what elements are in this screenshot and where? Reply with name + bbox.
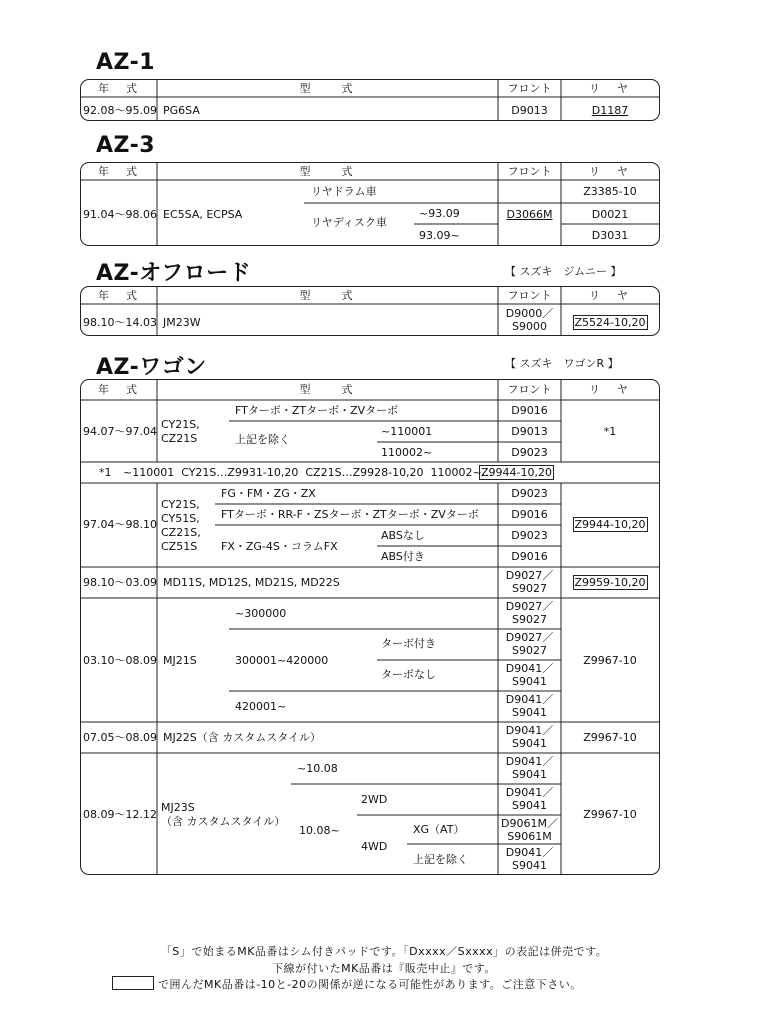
front-pad-cell: S9027 [512,582,547,595]
serial-range: 300001~420000 [235,654,329,667]
rear-pad-cell-boxed: Z9959-10,20 [574,576,646,589]
variant-label: FTターボ・ZTターボ・ZVターボ [235,404,399,417]
rear-pad-cell: *1 [603,425,617,438]
wagon-title: AZ-ワゴン [96,355,207,380]
year-cell: 08.09～12.12 [83,808,157,821]
front-pad-cell: D9041／ [505,724,554,737]
model-cell: MJ22S（含 カスタムスタイル） [163,731,321,744]
disc-range-late: 93.09~ [419,229,460,242]
model-cell: CZ51S [161,540,198,553]
col-model-header: 型 式 [299,82,356,95]
col-front-header: フロント [507,82,552,95]
year-cell: 07.05～08.09 [83,731,157,744]
year-cell: 94.07～97.04 [83,425,157,438]
col-rear-header: リ ヤ [589,82,631,95]
rear-pad-cell: Z9967-10 [583,808,637,821]
date-range: 10.08~ [299,824,340,837]
front-pad-cell: D9000／ [505,307,554,320]
year-cell: 98.10～14.03 [83,316,157,329]
year-cell: 98.10～03.09 [83,576,157,589]
front-pad-cell: D9013 [511,104,548,117]
footnote-boxed: で囲んだMK品番は-10と-20の関係が逆になる可能性があります。ご注意下さい。 [158,978,582,991]
offroad-brand-note: 【 スズキ ジムニー 】 [505,265,622,278]
col-model-header: 型 式 [299,383,356,396]
front-pad-cell: S9041 [512,768,547,781]
front-pad-cell: S9041 [512,859,547,872]
variant-label: FG・FM・ZG・ZX [221,487,316,500]
drive-label: 4WD [361,840,388,853]
year-cell: 03.10～08.09 [83,654,157,667]
turbo-label: ターボ付き [381,637,436,650]
col-model-header: 型 式 [299,289,356,302]
drive-label: 2WD [361,793,388,806]
model-cell: MJ21S [163,654,197,667]
col-front-header: フロント [507,289,552,302]
model-cell: CZ21S [161,432,198,445]
front-pad-cell: S9041 [512,737,547,750]
rear-pad-cell: D3031 [591,229,629,242]
model-cell: JM23W [163,316,201,329]
front-pad-cell: D9027／ [505,569,554,582]
model-cell: PG6SA [163,104,200,117]
az3-table [80,162,660,246]
drum-brake-label: リヤドラム車 [311,185,377,198]
front-pad-cell: S9041 [512,799,547,812]
front-pad-cell: D9041／ [505,755,554,768]
disc-range-early: ~93.09 [419,207,460,220]
footnote-shim: 「S」で始まるMK品番はシム付きパッドです。「Dxxxx／Sxxxx」の表記は併売です。 [160,945,608,958]
front-pad-cell: D9027／ [505,631,554,644]
front-pad-cell: D9016 [511,508,548,521]
rear-pad-cell-boxed: Z9944-10,20 [574,518,646,531]
rear-pad-cell: Z9967-10 [583,654,637,667]
model-cell: CY21S, [161,418,200,431]
serial-range: 110002~ [381,446,433,459]
serial-range: 420001~ [235,700,287,713]
year-cell: 91.04～98.06 [83,208,157,221]
col-year-header: 年 式 [98,82,140,95]
col-year-header: 年 式 [98,165,140,178]
year-cell: 92.08～95.09 [83,104,157,117]
az3-title: AZ-3 [96,133,156,158]
front-pad-cell: D9041／ [505,662,554,675]
model-cell: MJ23S [161,801,195,814]
turbo-label: ターボなし [381,668,436,681]
az1-table [80,79,660,121]
model-cell: MD11S, MD12S, MD21S, MD22S [163,576,340,589]
az1-title: AZ-1 [96,50,156,75]
front-pad-cell: S9041 [512,675,547,688]
model-cell: CZ21S, [161,526,201,539]
col-year-header: 年 式 [98,383,140,396]
front-pad-cell: D9023 [511,487,548,500]
front-pad-cell: D9041／ [505,786,554,799]
front-pad-cell: D9061M／ [501,817,558,830]
front-pad-cell: D9027／ [505,600,554,613]
front-pad-cell: D9016 [511,550,548,563]
variant-label: FTターボ・RR-F・ZSターボ・ZTターボ・ZVターボ [221,508,479,521]
date-range: ~10.08 [297,762,338,775]
col-model-header: 型 式 [299,165,356,178]
model-cell: CY51S, [161,512,200,525]
legend-box-sample [112,976,154,990]
front-pad-cell: D9041／ [505,846,554,859]
grade-label: XG（AT） [413,823,465,836]
variant-label: FX・ZG-4S・コラムFX [221,540,338,553]
rear-pad-cell-discontinued: D1187 [591,104,629,117]
col-front-header: フロント [507,165,552,178]
note-mark: *1 [99,466,112,479]
col-rear-header: リ ヤ [589,383,631,396]
front-pad-cell-discontinued: D3066M [506,208,553,221]
footnote-discontinued: 下線が付いたMK品番は『販売中止』です。 [272,962,496,975]
model-cell: EC5SA, ECPSA [163,208,243,221]
wagon-brand-note: 【 スズキ ワゴンR 】 [505,357,619,370]
front-pad-cell: S9027 [512,613,547,626]
model-cell: （含 カスタムスタイル） [161,815,286,828]
serial-range: ~300000 [235,607,287,620]
col-rear-header: リ ヤ [589,289,631,302]
serial-range: ~110001 [381,425,433,438]
offroad-title: AZ-オフロード [96,261,252,286]
wagon-table [80,379,660,875]
variant-label: 上記を除く [235,433,290,446]
abs-label: ABS付き [381,550,425,563]
rear-pad-cell: Z3385-10 [583,185,637,198]
abs-label: ABSなし [381,529,425,542]
front-pad-cell: S9027 [512,644,547,657]
front-pad-cell: D9023 [511,529,548,542]
note-boxed-pad: Z9944-10,20 [481,466,552,479]
rear-pad-cell-boxed: Z5524-10,20 [574,316,646,329]
col-front-header: フロント [507,383,552,396]
year-cell: 97.04～98.10 [83,518,157,531]
front-pad-cell: S9061M [507,830,552,843]
front-pad-cell: D9023 [511,446,548,459]
disc-brake-label: リヤディスク車 [311,216,387,229]
col-year-header: 年 式 [98,289,140,302]
model-cell: CY21S, [161,498,200,511]
front-pad-cell: S9041 [512,706,547,719]
grade-label: 上記を除く [413,853,468,866]
rear-pad-cell: D0021 [591,208,629,221]
front-pad-cell: D9013 [511,425,548,438]
rear-pad-cell: Z9967-10 [583,731,637,744]
front-pad-cell: S9000 [512,320,547,333]
front-pad-cell: D9041／ [505,693,554,706]
note-text: ~110001 CY21S…Z9931-10,20 CZ21S…Z9928-10,20 110002~… [123,466,493,479]
front-pad-cell: D9016 [511,404,548,417]
col-rear-header: リ ヤ [589,165,631,178]
offroad-table [80,286,660,336]
